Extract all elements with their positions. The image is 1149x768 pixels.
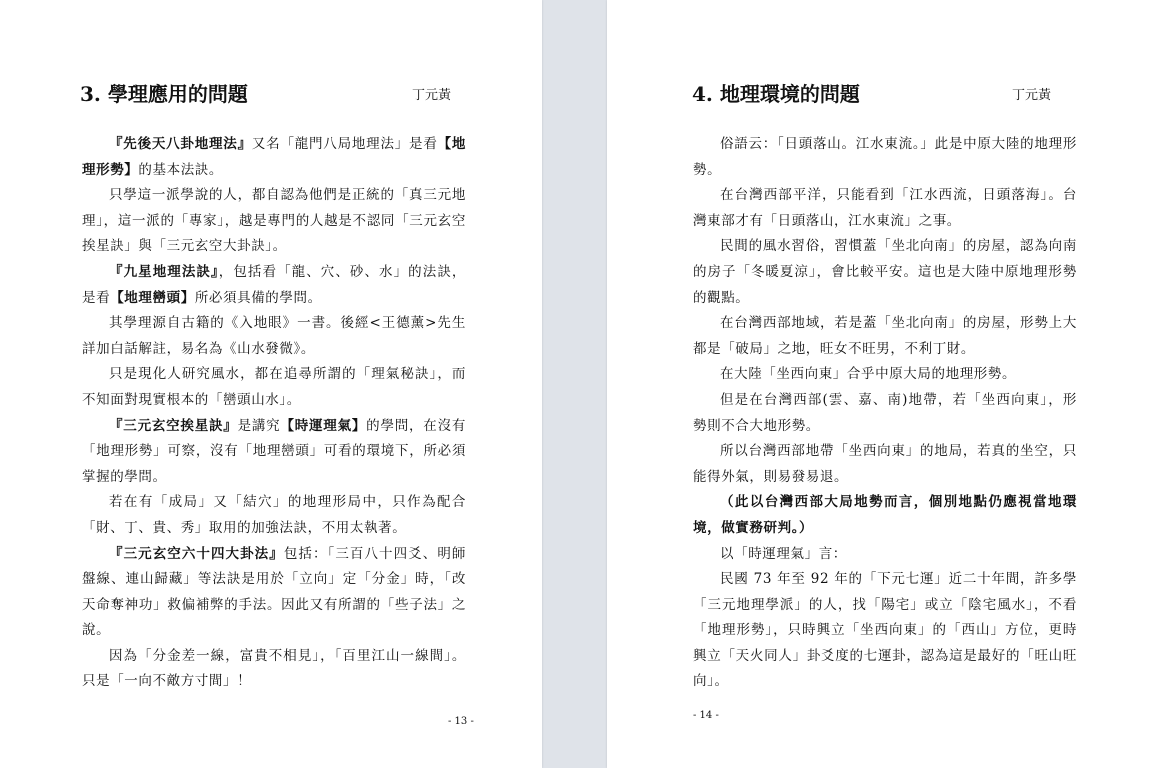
paragraph: 在台灣西部平洋，只能看到「江水西流，日頭落海」。台灣東部才有「日頭落山，江水東流」之事。 xyxy=(693,187,1077,229)
paragraph: 在大陸「坐西向東」合乎中原大局的地理形勢。 xyxy=(720,366,1017,383)
page-number: - 14 - xyxy=(693,710,719,721)
paragraph: 但是在台灣西部(雲、嘉、南)地帶，若「坐西向東」，形勢則不合大地形勢。 xyxy=(693,391,1077,434)
paragraph: 若在有「成局」又「結穴」的地理形局中，只作為配合「財、丁、貴、秀」取用的加強法訣，不用太執著。 xyxy=(82,494,466,536)
paragraph: 以「時運理氣」言： xyxy=(720,545,847,562)
paragraph: 『三元玄空六十四大卦法』包括：「三百八十四爻、明師盤線、連山歸藏」等法訣是用於「立向」定「分金」時，「改天命奪神功」救偏補弊的手法。因此又有所謂的「些子法」之說。 xyxy=(82,545,466,639)
paragraph: 『先後天八卦地理法』又名「龍門八局地理法」是看【地理形勢】的基本法訣。 xyxy=(82,136,466,178)
page-number: - 13 - xyxy=(448,716,474,727)
paragraph: 在台灣西部地域，若是蓋「坐北向南」的房屋，形勢上大都是「破局」之地，旺女不旺男，不利丁財。 xyxy=(693,315,1077,357)
paragraph: 民間的風水習俗，習慣蓋「坐北向南」的房屋，認為向南的房子「冬暖夏涼」，會比較平安。這也是大陸中原地理形勢的觀點。 xyxy=(693,238,1077,306)
paragraph: 民國 73 年至 92 年的「下元七運」近二十年間，許多學「三元地理學派」的人，找「陽宅」或立「陰宅風水」，不看「地理形勢」，只時興立「坐西向東」的「西山」方位，更時興立「天火同人」卦爻度的七運卦，認為這是最好的「旺山旺向」。 xyxy=(693,571,1077,690)
paragraph: 因為「分金差一線，富貴不相見」，「百里江山一線間」。只是「一向不敵方寸間」！ xyxy=(82,647,466,690)
page-title: 3. 學理應用的問題 xyxy=(80,82,248,106)
paragraph: 其學理源自古籍的《入地眼》一書。後經<王德薰>先生詳加白話解註，易名為《山水發微》。 xyxy=(82,315,466,357)
page-body xyxy=(82,132,466,695)
page-title: 4. 地理環境的問題 xyxy=(692,82,860,106)
paragraph: 『三元玄空挨星訣』是講究【時運理氣】的學問，在沒有「地理形勢」可察，沒有「地理巒頭」可看的環境下，所必須掌握的學問。 xyxy=(82,417,466,485)
page-body xyxy=(693,132,1077,695)
right-page xyxy=(607,0,1149,768)
paragraph: 『九星地理法訣』，包括看「龍、穴、砂、水」的法訣，是看【地理巒頭】所必須具備的學問。 xyxy=(82,263,466,306)
note-paragraph: （此以台灣西部大局地勢而言，個別地點仍應視當地環境，做實務研判。） xyxy=(693,494,1077,536)
left-page xyxy=(0,0,542,768)
paragraph: 只學這一派學說的人，都自認為他們是正統的「真三元地理」，這一派的「專家」，越是專門的人越是不認同「三元玄空挨星訣」與「三元玄空大卦訣」。 xyxy=(82,187,466,255)
paragraph: 所以台灣西部地帶「坐西向東」的地局，若真的坐空，只能得外氣，則易發易退。 xyxy=(693,443,1077,485)
paragraph: 只是現化人研究風水，都在追尋所謂的「理氣秘訣」，而不知面對現實根本的「巒頭山水」。 xyxy=(82,366,466,408)
author-name: 丁元黃 xyxy=(1012,88,1052,103)
author-name: 丁元黃 xyxy=(412,88,452,103)
paragraph: 俗語云：「日頭落山。江水東流。」此是中原大陸的地理形勢。 xyxy=(693,136,1077,178)
